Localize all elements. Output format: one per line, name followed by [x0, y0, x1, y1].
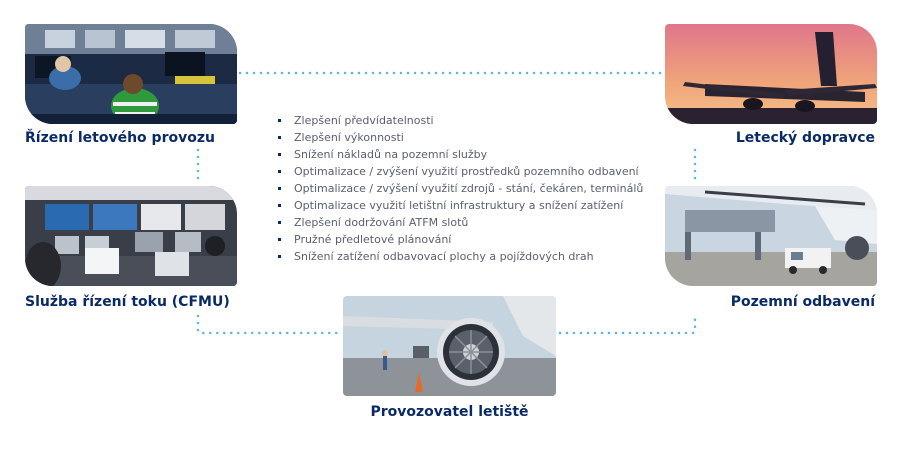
atc-control-room-image	[25, 24, 237, 124]
cfmu-operations-room-image	[25, 186, 237, 286]
benefit-item: Snížení nákladů na pozemní služby	[276, 146, 643, 163]
airport-operator-label: Provozovatel letiště	[370, 404, 529, 420]
connector-cfmu-airport	[198, 316, 340, 333]
airport-operator-image	[343, 296, 556, 396]
benefit-item: Optimalizace / zvýšení využití zdrojů - stání, čekáren, terminálů	[276, 180, 643, 197]
benefit-item: Optimalizace / zvýšení využití prostředků pozemního odbavení	[276, 163, 643, 180]
atc-label: Řízení letového provozu	[25, 130, 215, 146]
benefit-item: Pružné předletové plánování	[276, 231, 643, 248]
benefit-item: Zlepšení předvídatelnosti	[276, 112, 643, 129]
benefit-item: Zlepšení výkonnosti	[276, 129, 643, 146]
airline-aircraft-sunset-image	[665, 24, 877, 124]
benefit-item: Optimalizace využití letištní infrastruktury a snížení zatížení	[276, 197, 643, 214]
cfmu-label: Služba řízení toku (CFMU)	[25, 294, 230, 310]
benefit-item: Snížení zatížení odbavovací plochy a pojíždových drah	[276, 248, 643, 265]
benefits-list	[276, 112, 643, 265]
ground-handling-image	[665, 186, 877, 286]
connector-airport-ground	[560, 316, 695, 333]
benefit-item: Zlepšení dodržování ATFM slotů	[276, 214, 643, 231]
airline-label: Letecký dopravce	[735, 130, 875, 146]
ground-handling-label: Pozemní odbavení	[730, 294, 875, 310]
